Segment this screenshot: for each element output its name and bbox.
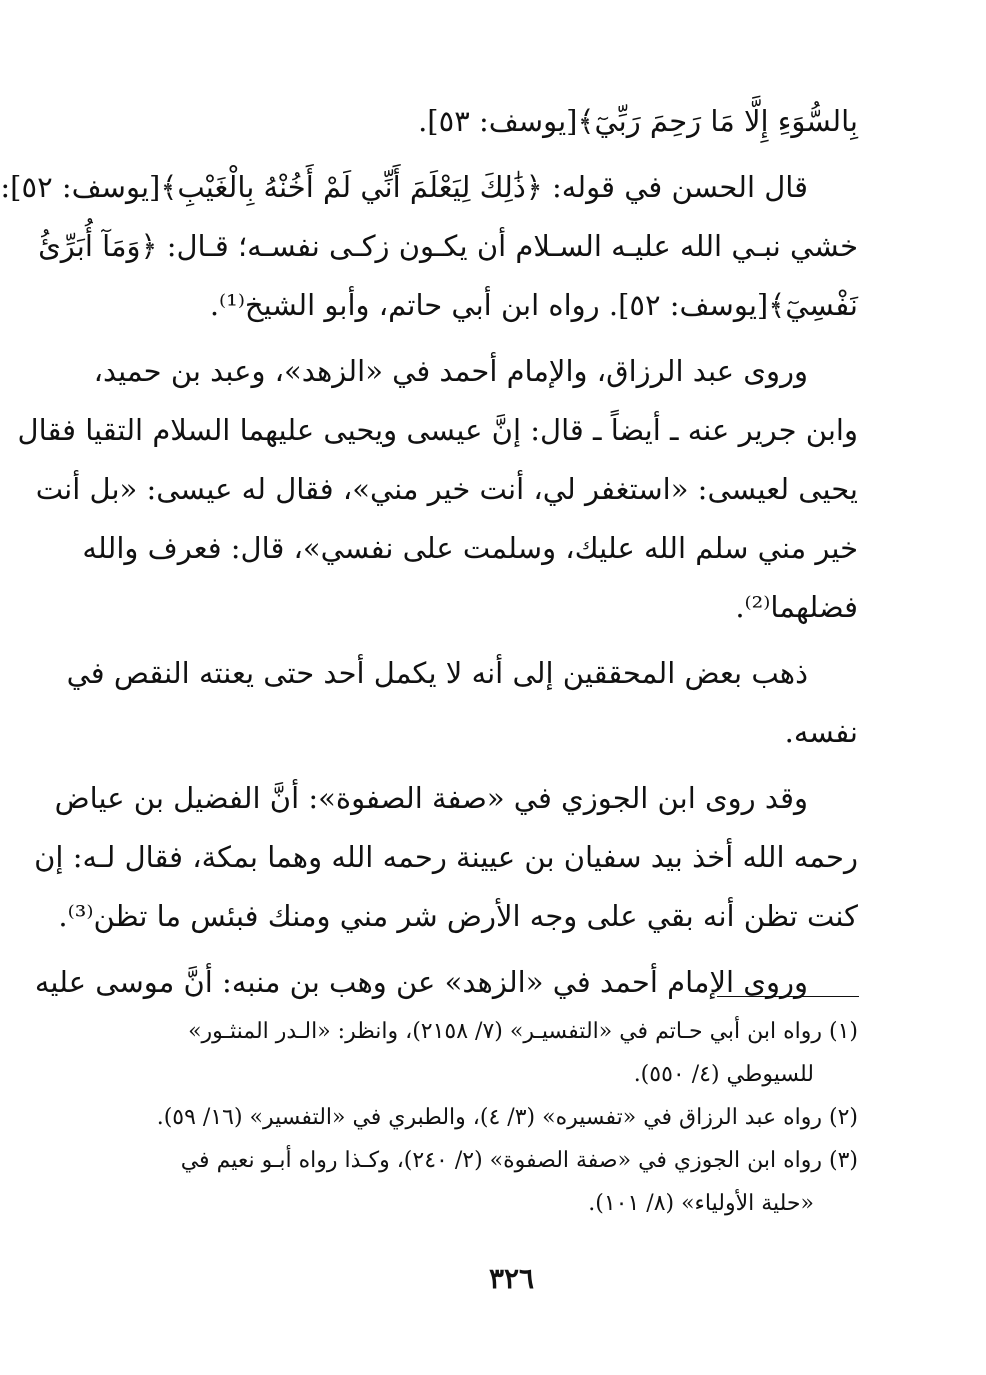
text-line: خير مني سلم الله عليك، وسلمت على نفسي»، قال: فعرف والله (82, 531, 858, 565)
text-line-hasan-quote: قال الحسن في قوله: ﴿ذَٰلِكَ لِيَعْلَمَ أَنِّي لَمْ أَخُنْهُ بِالْغَيْبِ﴾[يوسف: ٥٢]: (0, 170, 808, 204)
footnote-3-continuation: «حلية الأولياء» (٨/ ١٠١). (588, 1191, 814, 1216)
footnotes (145, 1010, 858, 1225)
footnote-3: (٣) رواه ابن الجوزي في «صفة الصفوة» (٢/ ٢٤٠)، وكـذا رواه أبـو نعيم في (180, 1148, 858, 1173)
footnote-1: (١) رواه ابن أبي حـاتم في «التفسيـر» (٧/ ٢١٥٨)، وانظر: «الـدر المنثـور» (188, 1019, 858, 1044)
text-line: فضلهما⁽²⁾. (735, 590, 858, 624)
text-line: كنت تظن أنه بقي على وجه الأرض شر مني ومنك فبئس ما تظن⁽³⁾. (58, 899, 858, 933)
text-line-quran-continuation: بِالسُّوَءِ إِلَّا مَا رَحِمَ رَبِّيٓ﴾[يوسف: ٥٣]. (418, 104, 858, 138)
page-number: ٣٢٦ (488, 1262, 535, 1295)
text-line: وابن جرير عنه ـ أيضاً ـ قال: إنَّ عيسى ويحيى عليهما السلام التقيا فقال (17, 413, 858, 447)
text-line-paragraph-start: ذهب بعض المحققين إلى أنه لا يكمل أحد حتى يعنته النقص في (66, 656, 808, 690)
text-line: خشي نبـي الله عليـه السـلام أن يكـون زكـى نفسـه؛ قـال: ﴿وَمَآ أُبَرِّئُ (38, 229, 858, 263)
footnote-2: (٢) رواه عبد الرزاق في «تفسيره» (٣/ ٤)، والطبري في «التفسير» (١٦/ ٥٩). (156, 1105, 858, 1130)
text-line-paragraph-start: وقد روى ابن الجوزي في «صفة الصفوة»: أنَّ الفضيل بن عياض (54, 781, 808, 815)
text-line: رحمه الله أخذ بيد سفيان بن عيينة رحمه الله وهما بمكة، فقال لـه: إن (34, 840, 858, 874)
text-line: نَفْسِيٓ﴾[يوسف: ٥٢]. رواه ابن أبي حاتم، وأبو الشيخ⁽¹⁾. (209, 288, 858, 322)
footnote-separator (717, 996, 859, 997)
footnote-1-continuation: للسيوطي (٤/ ٥٥٠). (633, 1062, 814, 1087)
main-text (0, 92, 858, 1012)
text-line: يحيى لعيسى: «استغفر لي، أنت خير مني»، فقال له عيسى: «بل أنت (35, 472, 858, 506)
text-line-paragraph-start: وروى عبد الرزاق، والإمام أحمد في «الزهد»، وعبد بن حميد، (93, 354, 808, 388)
text-line-paragraph-start: وروى الإمام أحمد في «الزهد» عن وهب بن منبه: أنَّ موسى عليه (34, 965, 808, 999)
text-line: نفسه. (784, 715, 858, 749)
